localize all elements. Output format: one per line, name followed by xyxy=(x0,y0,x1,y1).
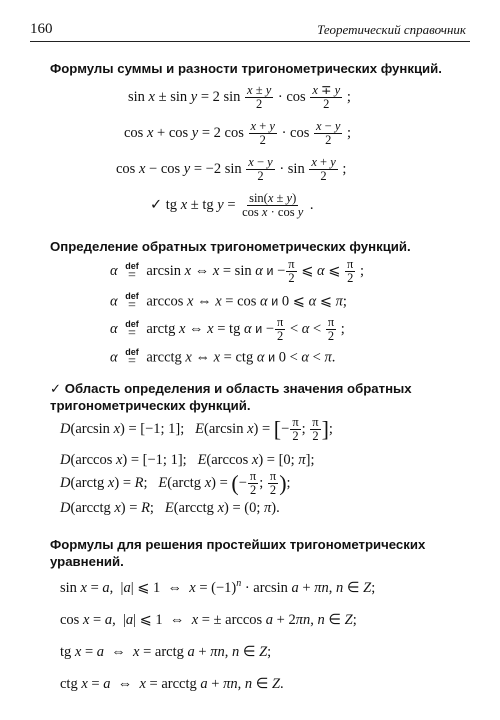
formula-def-arccos: α def = arccos x ⇔ x = cos α и 0 ⩽ α ⩽ π; xyxy=(110,291,347,313)
formula-eq-cos: cos x = a, |a| ⩽ 1 ⇔ x = ± arccos a + 2πn, n ∈ Z; xyxy=(60,612,357,628)
formula-tg-sum: ✓ tg x ± tg y = $\frac{\sin(x \pm y)}{\text{cos x · cos y}}$ . xyxy=(150,191,314,219)
formula-sin-sum: sin x ± sin y = 2 sin $\frac{x \pm y}{2}$ · cos $\frac{x \mp y}{2}$ ; xyxy=(128,83,351,111)
formula-eq-sin: sin x = a, |a| ⩽ 1 ⇔ $x = (-1)^n \cdot \arcsin a + \pi n$, n ∈ Z; xyxy=(60,578,376,596)
check-icon: ✓ xyxy=(150,196,163,213)
formula-def-arcsin: α def = arcsin x ⇔ x = sin α и − $\frac{\pi}{2}$ ⩽ α ⩽ $\frac{\pi}{2}$ ; xyxy=(110,257,364,285)
formula-cos-sum: cos x + cos y = 2 cos $\frac{x + y}{2}$ · cos $\frac{x - y}{2}$ ; xyxy=(124,119,352,147)
heading-equations-1: Формулы для решения простейших тригонометрических xyxy=(50,537,426,552)
heading-equations-2: уравнений. xyxy=(50,554,124,569)
formula-eq-ctg: ctg x = a ⇔ x = arcctg a + πn, n ∈ Z. xyxy=(60,676,284,692)
formula-cos-diff: cos x − cos y = −2 sin $\frac{x - y}{2}$ · sin $\frac{x + y}{2}$ ; xyxy=(116,155,347,183)
heading-domain-range-1: ✓ Область определения и область значения обратных xyxy=(50,381,412,396)
formula-eq-tg: tg x = a ⇔ x = arctg a + πn, n ∈ Z; xyxy=(60,644,272,660)
page xyxy=(30,18,470,42)
formula-def-arcctg: α def = arcctg x ⇔ x = ctg α и 0 < α < π. xyxy=(110,347,336,369)
running-title: Теоретический справочник xyxy=(317,22,466,37)
formula-def-arctg: α def = arctg x ⇔ x = tg α и − $\frac{\pi}{2}$ < α < $\frac{\pi}{2}$ ; xyxy=(110,315,345,343)
formula-domain-arctg: D(arctg x) = R; E(arctg x) = (− $\frac{\pi}{2}$ ; $\frac{\pi}{2}$ ); xyxy=(60,469,291,497)
heading-domain-range-2: тригонометрических функций. xyxy=(50,398,251,413)
page-header xyxy=(30,18,470,42)
formula-domain-arcsin: D(arcsin x) = [−1; 1]; E(arcsin x) = [− $\frac{\pi}{2}$ ; $\frac{\pi}{2}$ ]; xyxy=(60,415,333,443)
page-number: 160 xyxy=(30,21,53,37)
heading-sum-difference: Формулы суммы и разности тригонометрических функций. xyxy=(50,61,442,76)
formula-domain-arccos: D(arccos x) = [−1; 1]; E(arccos x) = [0; π]; xyxy=(60,452,315,468)
heading-inverse-definition: Определение обратных тригонометрических функций. xyxy=(50,239,411,254)
formula-domain-arcctg: D(arcctg x) = R; E(arcctg x) = (0; π). xyxy=(60,500,280,516)
